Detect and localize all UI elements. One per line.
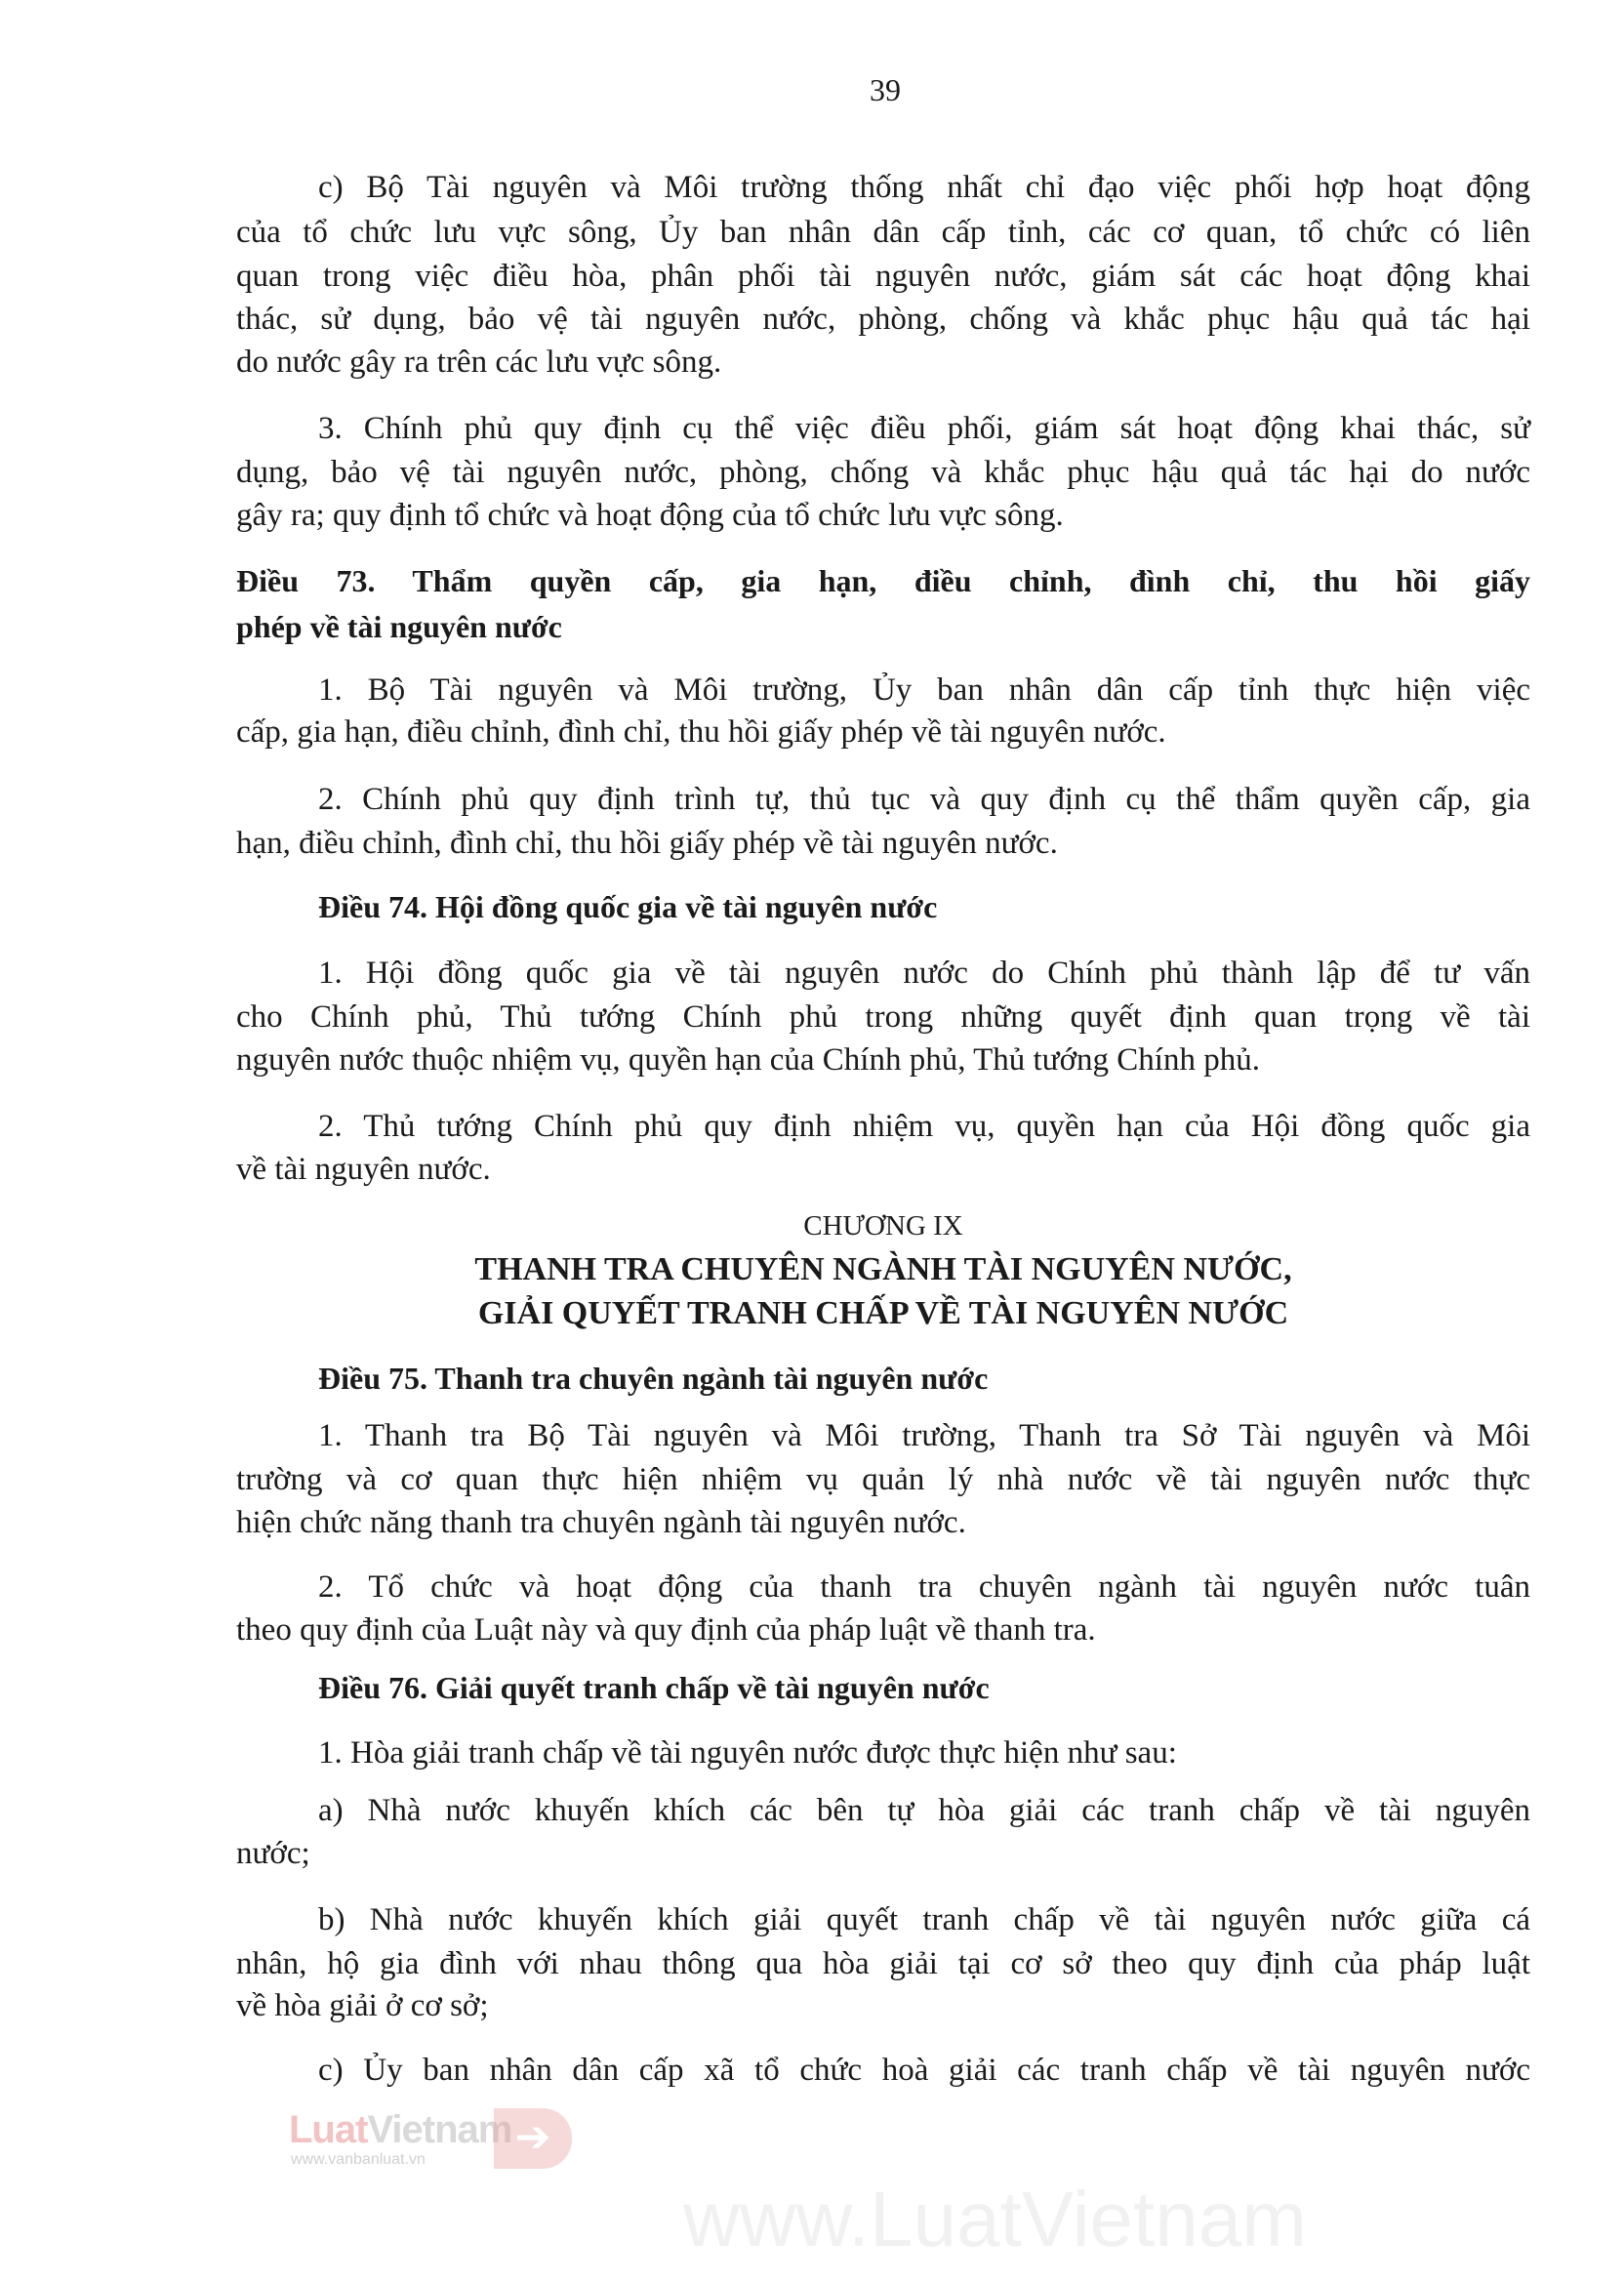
- chapter-title-line: THANH TRA CHUYÊN NGÀNH TÀI NGUYÊN NƯỚC,: [474, 1251, 1292, 1287]
- article-76-clause-1a-line: nước;: [236, 1836, 310, 1871]
- article-75-clause-2-line: 2. Tổ chức và hoạt động của thanh tra chuyên ngành tài nguyên nước tuân: [318, 1569, 1530, 1605]
- article-76-heading-line: Điều 76. Giải quyết tranh chấp về tài nguyên nước: [318, 1670, 990, 1705]
- paragraph-2c-line: thác, sử dụng, bảo vệ tài nguyên nước, phòng, chống và khắc phục hậu quả tác hại: [236, 302, 1530, 337]
- paragraph-2c-line: quan trong việc điều hòa, phân phối tài nguyên nước, giám sát các hoạt động khai: [236, 259, 1530, 294]
- logo-url: www.vanbanluat.vn: [291, 2151, 426, 2168]
- page-number: 39: [870, 72, 901, 107]
- article-76-clause-1b-line: nhân, hộ gia đình với nhau thông qua hòa giải tại cơ sở theo quy định của pháp luật: [236, 1946, 1530, 1981]
- article-75-clause-1-line: trường và cơ quan thực hiện nhiệm vụ quản lý nhà nước về tài nguyên nước thực: [236, 1462, 1530, 1497]
- watermark: www.LuatVietnam: [683, 2176, 1307, 2262]
- article-75-clause-1-line: 1. Thanh tra Bộ Tài nguyên và Môi trường, Thanh tra Sở Tài nguyên và Môi: [318, 1418, 1530, 1453]
- article-73-clause-1-line: cấp, gia hạn, điều chỉnh, đình chỉ, thu hồi giấy phép về tài nguyên nước.: [236, 714, 1166, 750]
- article-74-clause-2-line: 2. Thủ tướng Chính phủ quy định nhiệm vụ, quyền hạn của Hội đồng quốc gia: [318, 1109, 1530, 1144]
- arrow-right-icon: ➔: [494, 2108, 572, 2169]
- article-74-clause-2-line: về tài nguyên nước.: [236, 1152, 491, 1187]
- article-74-clause-1-line: 1. Hội đồng quốc gia về tài nguyên nước do Chính phủ thành lập để tư vấn: [318, 956, 1530, 991]
- logo-brand-luat: Luat: [289, 2108, 368, 2151]
- article-74-clause-1-line: nguyên nước thuộc nhiệm vụ, quyền hạn của Chính phủ, Thủ tướng Chính phủ.: [236, 1042, 1260, 1078]
- chapter-label-line: CHƯƠNG IX: [803, 1210, 963, 1242]
- paragraph-3-line: dụng, bảo vệ tài nguyên nước, phòng, chống và khắc phục hậu quả tác hại do nước: [236, 455, 1530, 490]
- article-73-clause-2-line: 2. Chính phủ quy định trình tự, thủ tục và quy định cụ thể thẩm quyền cấp, gia: [318, 782, 1530, 817]
- paragraph-3-line: gây ra; quy định tổ chức và hoạt động của tổ chức lưu vực sông.: [236, 498, 1064, 533]
- article-76-clause-1-line: 1. Hòa giải tranh chấp về tài nguyên nước được thực hiện như sau:: [318, 1735, 1177, 1771]
- article-75-clause-2-line: theo quy định của Luật này và quy định của pháp luật về thanh tra.: [236, 1612, 1096, 1648]
- article-75-clause-1-line: hiện chức năng thanh tra chuyên ngành tài nguyên nước.: [236, 1505, 966, 1540]
- luatvietnam-logo: [289, 2108, 582, 2171]
- article-76-clause-1a-line: a) Nhà nước khuyến khích các bên tự hòa giải các tranh chấp về tài nguyên: [318, 1793, 1530, 1828]
- article-74-heading-line: Điều 74. Hội đồng quốc gia về tài nguyên nước: [318, 889, 938, 924]
- article-73-clause-1-line: 1. Bộ Tài nguyên và Môi trường, Ủy ban nhân dân cấp tỉnh thực hiện việc: [318, 672, 1530, 708]
- paragraph-2c-line: do nước gây ra trên các lưu vực sông.: [236, 345, 722, 380]
- article-76-clause-1b-line: về hòa giải ở cơ sở;: [236, 1988, 489, 2023]
- article-76-clause-1c-line: c) Ủy ban nhân dân cấp xã tổ chức hoà giải các tranh chấp về tài nguyên nước: [318, 2053, 1530, 2088]
- article-76-clause-1b-line: b) Nhà nước khuyến khích giải quyết tranh chấp về tài nguyên nước giữa cá: [318, 1902, 1530, 1937]
- article-73-clause-2-line: hạn, điều chỉnh, đình chỉ, thu hồi giấy phép về tài nguyên nước.: [236, 826, 1058, 861]
- article-75-heading-line: Điều 75. Thanh tra chuyên ngành tài nguyên nước: [318, 1361, 989, 1396]
- article-73-heading-line: Điều 73. Thẩm quyền cấp, gia hạn, điều chỉnh, đình chỉ, thu hồi giấy: [236, 563, 1530, 598]
- logo-brand-vietnam: Vietnam: [367, 2108, 512, 2151]
- chapter-title-line: GIẢI QUYẾT TRANH CHẤP VỀ TÀI NGUYÊN NƯỚC: [477, 1295, 1289, 1331]
- paragraph-2c-line: c) Bộ Tài nguyên và Môi trường thống nhất chỉ đạo việc phối hợp hoạt động: [318, 170, 1530, 205]
- article-74-clause-1-line: cho Chính phủ, Thủ tướng Chính phủ trong những quyết định quan trọng về tài: [236, 999, 1530, 1035]
- paragraph-2c-line: của tổ chức lưu vực sông, Ủy ban nhân dân cấp tỉnh, các cơ quan, tổ chức có liên: [236, 215, 1530, 250]
- paragraph-3-line: 3. Chính phủ quy định cụ thể việc điều phối, giám sát hoạt động khai thác, sử: [318, 411, 1530, 446]
- article-73-heading-line: phép về tài nguyên nước: [236, 609, 562, 644]
